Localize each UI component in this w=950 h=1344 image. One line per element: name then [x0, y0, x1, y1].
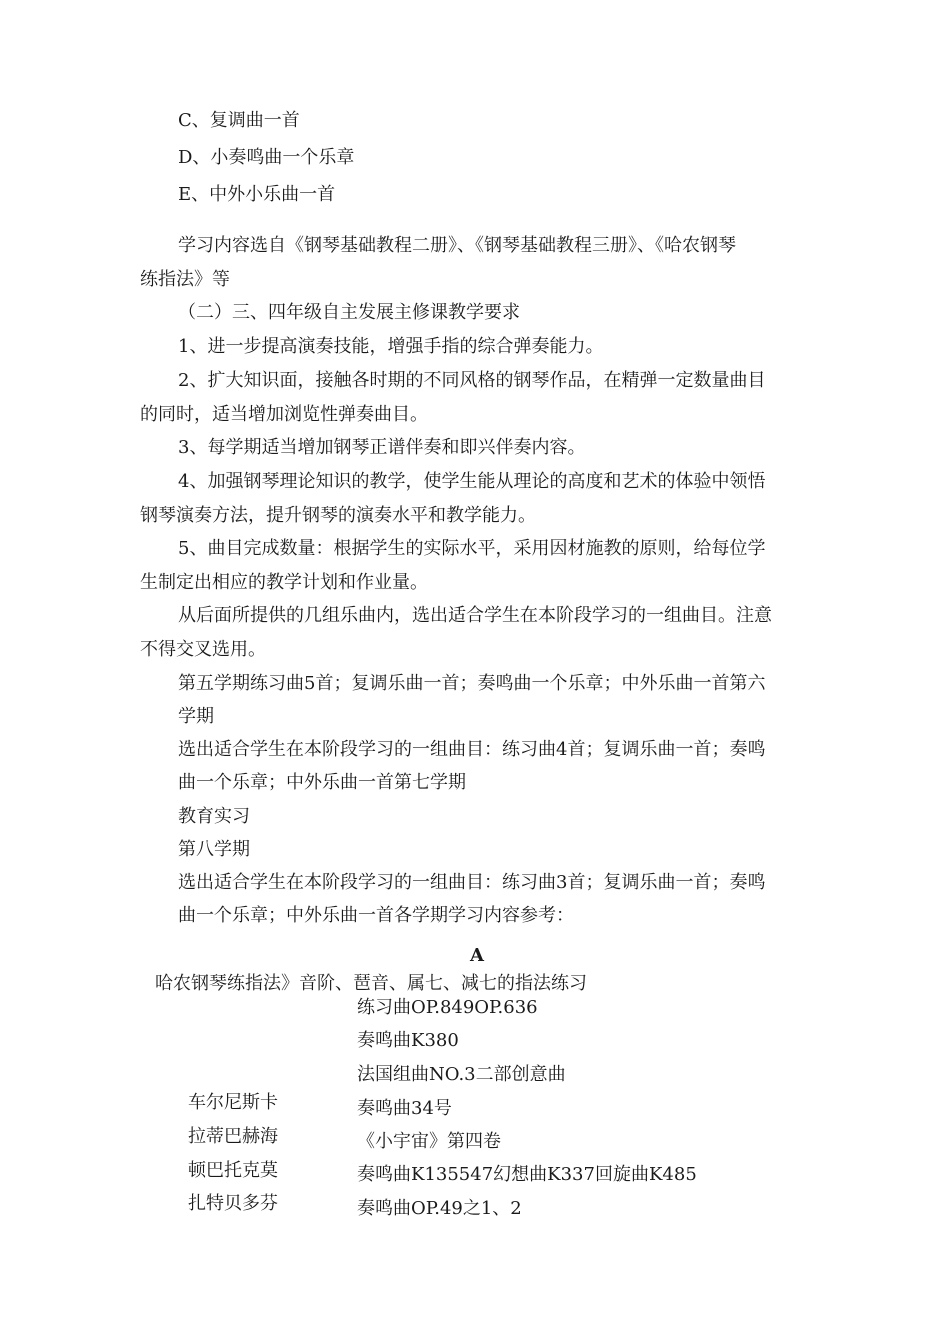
- composer-name: 拉蒂巴赫海: [188, 1126, 278, 1147]
- work-item: 练习曲OP.849OP.636: [357, 997, 538, 1018]
- work-item: 奏鸣曲OP.49之1、2: [357, 1198, 522, 1219]
- paragraph-line: 从后面所提供的几组乐曲内，选出适合学生在本阶段学习的一组曲目。注意: [178, 605, 772, 626]
- work-item: 法国组曲NO.3二部创意曲: [357, 1064, 566, 1085]
- list-item: E、中外小乐曲一首: [178, 184, 336, 205]
- paragraph-line: 第八学期: [178, 839, 250, 860]
- section-intro: 哈农钢琴练指法》音阶、琶音、属七、减七的指法练习: [155, 973, 587, 994]
- paragraph-line: 曲一个乐章；中外乐曲一首各学期学习内容参考：: [178, 905, 574, 926]
- paragraph-line: 选出适合学生在本阶段学习的一组曲目：练习曲3首；复调乐曲一首；奏鸣: [178, 872, 766, 893]
- paragraph-line: 第五学期练习曲5首；复调乐曲一首；奏鸣曲一个乐章；中外乐曲一首第六: [178, 673, 766, 694]
- paragraph-line: 生制定出相应的教学计划和作业量。: [140, 572, 428, 593]
- paragraph-line: 选出适合学生在本阶段学习的一组曲目：练习曲4首；复调乐曲一首；奏鸣: [178, 739, 766, 760]
- work-item: 《小宇宙》第四卷: [357, 1131, 501, 1152]
- paragraph-line: 4、加强钢琴理论知识的教学，使学生能从理论的高度和艺术的体验中领悟: [178, 471, 766, 492]
- paragraph-line: 3、每学期适当增加钢琴正谱伴奏和即兴伴奏内容。: [178, 437, 586, 458]
- work-item: 奏鸣曲K135547幻想曲K337回旋曲K485: [357, 1164, 697, 1185]
- paragraph-line: 教育实习: [178, 806, 250, 827]
- section-subtitle: （二）三、四年级自主发展主修课教学要求: [178, 302, 520, 323]
- list-item: C、复调曲一首: [178, 110, 300, 131]
- paragraph-line: 2、扩大知识面，接触各时期的不同风格的钢琴作品，在精弹一定数量曲目: [178, 370, 766, 391]
- composer-name: 顿巴托克莫: [188, 1160, 278, 1181]
- list-item: D、小奏鸣曲一个乐章: [178, 147, 355, 168]
- paragraph-line: 曲一个乐章；中外乐曲一首第七学期: [178, 772, 466, 793]
- work-item: 奏鸣曲K380: [357, 1030, 459, 1051]
- paragraph-line: 1、进一步提高演奏技能，增强手指的综合弹奏能力。: [178, 336, 604, 357]
- section-heading: A: [470, 945, 484, 966]
- composer-name: 车尔尼斯卡: [188, 1092, 278, 1113]
- paragraph-line: 学期: [178, 706, 214, 727]
- paragraph-line: 学习内容选自《钢琴基础教程二册》、《钢琴基础教程三册》、《哈农钢琴: [178, 235, 736, 256]
- work-item: 奏鸣曲34号: [357, 1098, 452, 1119]
- paragraph-line: 钢琴演奏方法，提升钢琴的演奏水平和教学能力。: [140, 505, 536, 526]
- paragraph-line: 不得交叉选用。: [140, 639, 266, 660]
- paragraph-line: 练指法》等: [140, 269, 230, 290]
- paragraph-line: 5、曲目完成数量：根据学生的实际水平，采用因材施教的原则，给每位学: [178, 538, 766, 559]
- paragraph-line: 的同时，适当增加浏览性弹奏曲目。: [140, 404, 428, 425]
- composer-name: 扎特贝多芬: [188, 1193, 278, 1214]
